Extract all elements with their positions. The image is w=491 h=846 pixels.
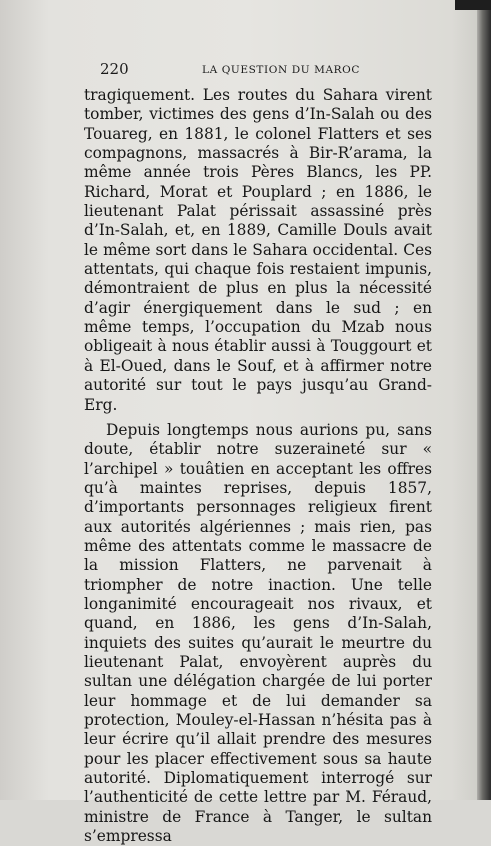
page-edge-shadow (477, 0, 491, 800)
scan-corner (455, 0, 491, 10)
running-head: LA QUESTION DU MAROC (202, 64, 360, 76)
paragraph-1: tragiquement. Les routes du Sahara virent tomber, victimes des gens d’In-Salah ou des Touareg, en 1881, le colonel Flatters et ses compagnons, massacrés à Bir-R’arama, la même année trois Pères Blancs, les PP. Richard, Morat et Pouplard ; en 1886, le lieutenant Palat périssait assassiné près d’In-Salah, et, en 1889, Camille Douls avait le même sort dans le Sahara occidental. Ces attentats, qui chaque fois restaient impunis, démontraient de plus en plus la nécessité d’agir énergiquement dans le sud ; en même temps, l’occupation du Mzab nous obligeait à nous établir aussi à Touggourt et à El-Oued, dans le Souf, et à affirmer notre autorité sur tout le pays jusqu’au Grand-Erg. (84, 86, 432, 414)
page-header (100, 60, 440, 82)
page-number: 220 (100, 60, 129, 78)
paragraph-2: Depuis longtemps nous aurions pu, sans doute, établir notre suzeraineté sur « l’archipel » touâtien en acceptant les offres qu’à maintes reprises, depuis 1857, d’importants personnages religieux firent aux autorités algériennes ; mais rien, pas même des attentats comme le massacre de la mission Flatters, ne parvenait à triompher de notre inaction. Une telle longanimité encourageait nos rivaux, et quand, en 1886, les gens d’In-Salah, inquiets des suites qu’aurait le meurtre du lieutenant Palat, envoyèrent auprès du sultan une délégation chargée de lui porter leur hommage et de lui demander sa protection, Mouley-el-Hassan n’hésita pas à leur écrire qu’il allait prendre des mesures pour les placer effectivement sous sa haute autorité. Diplomatiquement interrogé sur l’authenticité de cette lettre par M. Féraud, ministre de France à Tanger, le sultan s’empressa (84, 420, 432, 846)
body-text (84, 86, 432, 846)
